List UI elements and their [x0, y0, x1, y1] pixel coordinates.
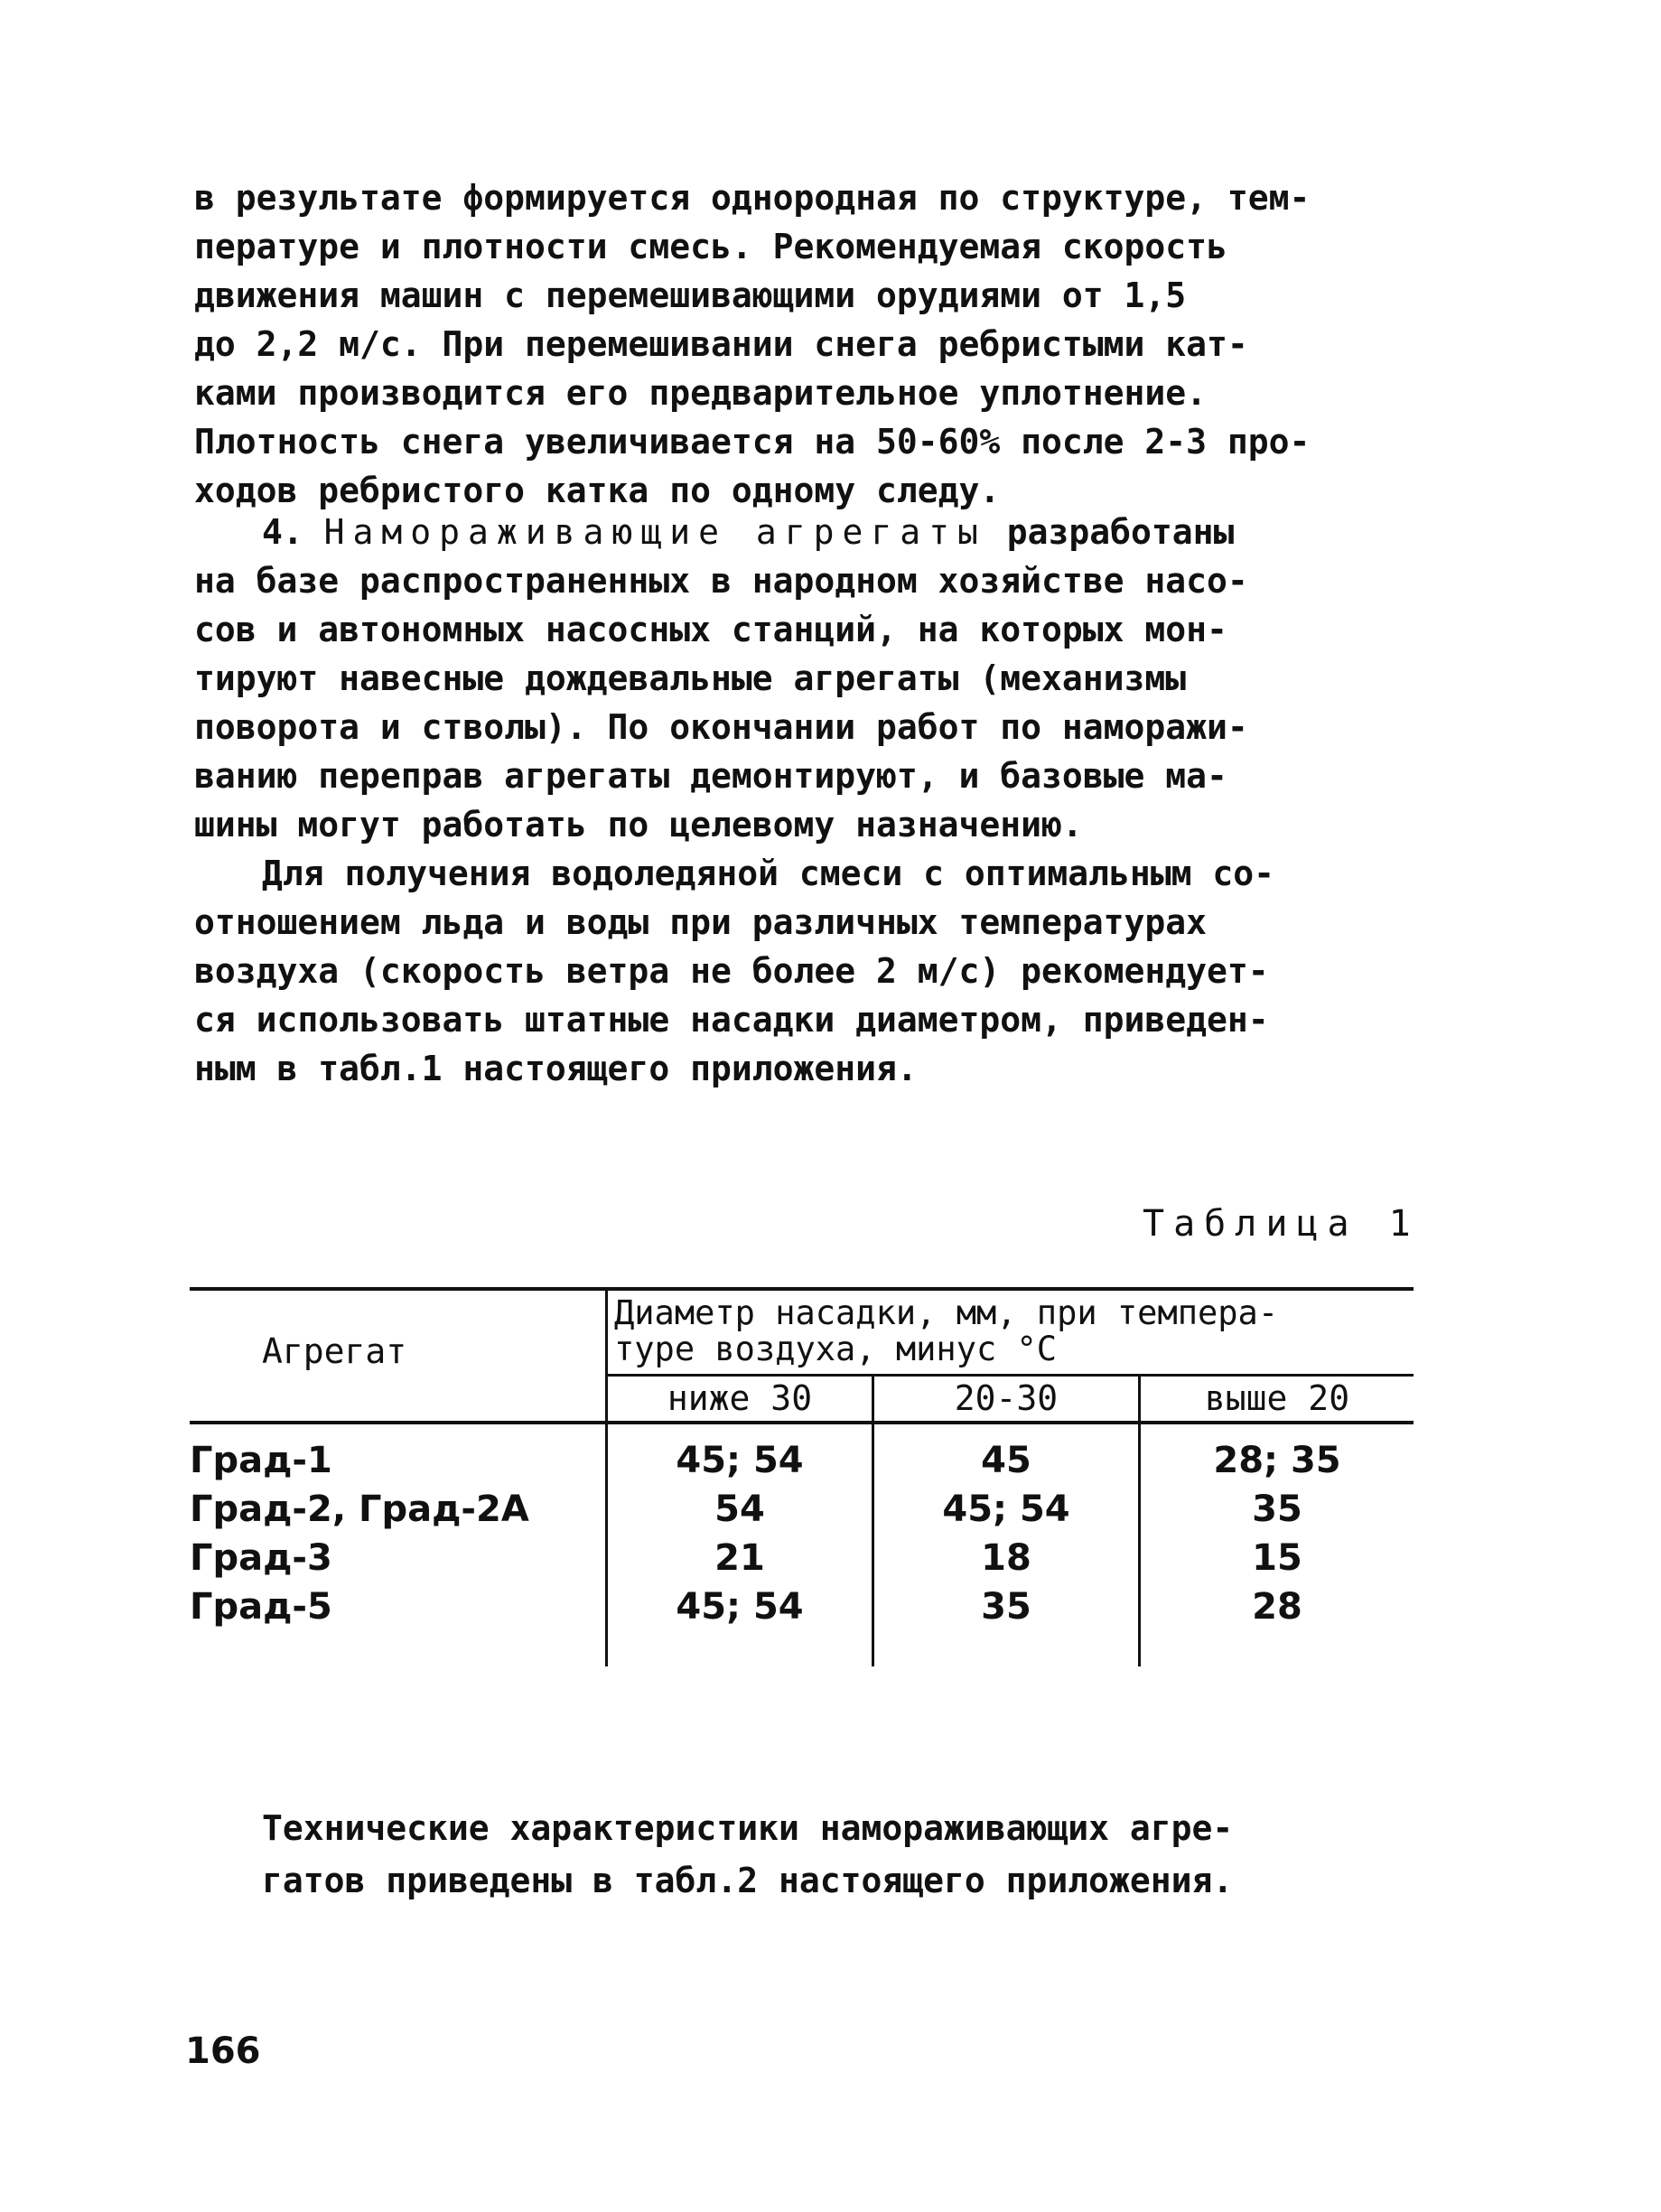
- text-line: ками производится его предварительное уплотнение.: [194, 373, 1208, 413]
- nozzle-diameter-table: [190, 1287, 1414, 1675]
- table-cell: 15: [1252, 1537, 1302, 1579]
- paragraph-first-line-rest: разработаны: [1006, 512, 1235, 552]
- text-line: гатов приведены в табл.2 настоящего приложения.: [262, 1861, 1234, 1900]
- text-line: пературе и плотности смесь. Рекомендуемая скорость: [194, 227, 1227, 266]
- text-line: отношением льда и воды при различных температурах: [194, 902, 1208, 942]
- table-cell: 35: [981, 1586, 1031, 1628]
- text-line: на базе распространенных в народном хозяйстве насо-: [194, 561, 1248, 601]
- table-cell: 21: [714, 1537, 765, 1579]
- header-unit: Агрегат: [262, 1331, 407, 1371]
- paragraph-number: 4.: [262, 512, 303, 552]
- text-line: Для получения водоледяной смеси с оптимальным со-: [262, 854, 1275, 893]
- paragraph-term: Намораживающие агрегаты: [323, 512, 986, 552]
- table-cell-unit: Град-5: [190, 1586, 332, 1628]
- text-line: воздуха (скорость ветра не более 2 м/с) рекомендует-: [194, 951, 1269, 991]
- paragraph-4-first-line: [194, 508, 1441, 556]
- text-line: Плотность снега увеличивается на 50-60% после 2-3 про-: [194, 422, 1311, 462]
- table-cell: 45; 54: [676, 1586, 804, 1628]
- page-number: 166: [185, 2030, 261, 2072]
- footer-note: [262, 1802, 1454, 1907]
- table-cell: 54: [714, 1489, 765, 1530]
- paragraph-4: [194, 508, 1441, 849]
- text-line: до 2,2 м/с. При перемешивании снега ребристыми кат-: [194, 324, 1248, 364]
- subheader-above-20: выше 20: [1204, 1378, 1350, 1418]
- table-cell: 28; 35: [1213, 1440, 1341, 1481]
- table-cell: 45; 54: [942, 1489, 1070, 1530]
- table-caption: Таблица 1: [1143, 1203, 1420, 1245]
- table-cell-unit: Град-1: [190, 1440, 332, 1481]
- table-cell: 35: [1252, 1489, 1302, 1530]
- text-line: ным в табл.1 настоящего приложения.: [194, 1049, 918, 1088]
- text-line: Технические характеристики намораживающих агре-: [262, 1808, 1234, 1848]
- group-header-underline: [605, 1374, 1414, 1377]
- header-diameter-line1: Диаметр насадки, мм, при темпера-: [614, 1293, 1279, 1332]
- paragraph-top: [194, 173, 1441, 515]
- table-cell-unit: Град-2, Град-2А: [190, 1489, 529, 1530]
- text-line: сов и автономных насосных станций, на которых мон-: [194, 610, 1227, 649]
- text-line: поворота и стволы). По окончании работ по наморажи-: [194, 707, 1248, 747]
- paragraph-5: [194, 849, 1441, 1093]
- header-diameter-line2: туре воздуха, минус °С: [614, 1330, 1058, 1368]
- text-line: в результате формируется однородная по структуре, тем-: [194, 178, 1311, 218]
- text-line: ванию переправ агрегаты демонтируют, и базовые ма-: [194, 756, 1227, 796]
- subheader-below-30: ниже 30: [667, 1378, 813, 1418]
- table-cell-unit: Град-3: [190, 1537, 332, 1579]
- table-cell: 28: [1252, 1586, 1302, 1628]
- text-line: ходов ребристого катка по одному следу.: [194, 471, 1001, 510]
- table-top-rule: [190, 1287, 1414, 1291]
- table-cell: 18: [981, 1537, 1031, 1579]
- table-cell: 45: [981, 1440, 1031, 1481]
- text-line: шины могут работать по целевому назначению.: [194, 805, 1083, 845]
- text-line: ся использовать штатные насадки диаметром, приведен-: [194, 1000, 1269, 1040]
- text-line: движения машин с перемешивающими орудиями от 1,5: [194, 275, 1187, 315]
- table-cell: 45; 54: [676, 1440, 804, 1481]
- header-bottom-rule: [190, 1421, 1414, 1424]
- subheader-20-30: 20-30: [954, 1378, 1059, 1418]
- text-line: тируют навесные дождевальные агрегаты (механизмы: [194, 658, 1187, 698]
